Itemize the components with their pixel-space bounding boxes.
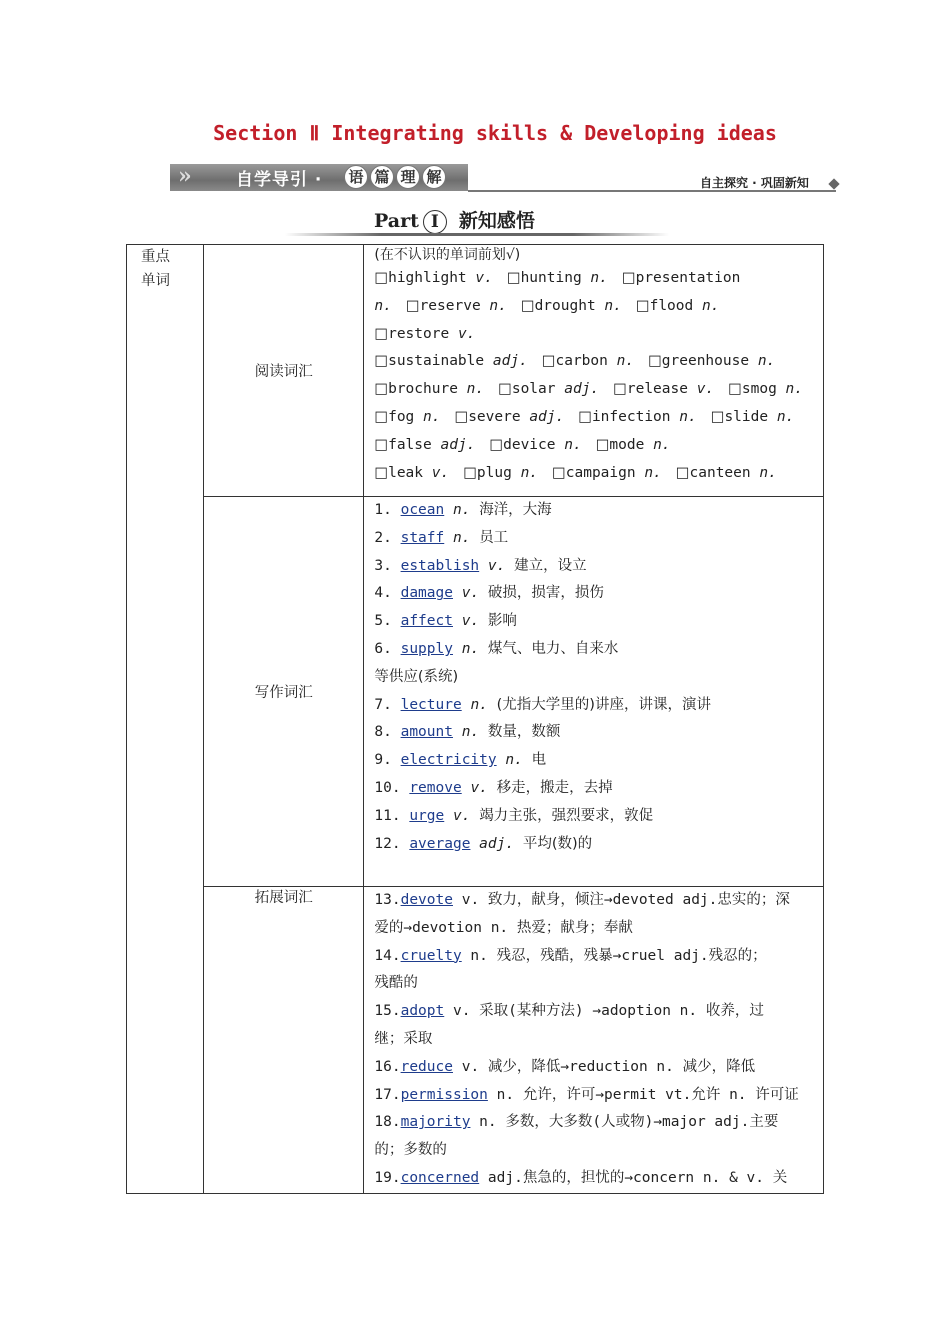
reading-word — [622, 270, 740, 286]
part-underline — [285, 233, 669, 236]
word-text: false — [388, 436, 432, 453]
category-label: 重点单词 — [141, 249, 170, 289]
checkbox-icon[interactable]: □ — [374, 270, 389, 286]
reading-line — [374, 321, 817, 349]
reading-label: 阅读词汇 — [254, 364, 313, 380]
part-of-speech: n. — [461, 724, 480, 741]
part-of-speech: adj. — [440, 436, 476, 453]
extension-line — [374, 1165, 817, 1193]
banner-label: 自学导引 · — [236, 170, 323, 190]
item-number: 17. — [374, 1086, 401, 1103]
word-text: plug — [476, 464, 512, 481]
checkbox-icon[interactable]: □ — [454, 408, 469, 425]
answer-word: urge — [409, 807, 445, 824]
writing-label: 写作词汇 — [254, 685, 313, 701]
reading-word — [578, 409, 696, 425]
answer-word: amount — [400, 724, 453, 741]
item-number: 12. — [374, 835, 401, 852]
chinese-meaning: 影响 — [487, 613, 517, 630]
checkbox-icon[interactable]: □ — [710, 408, 725, 425]
checkbox-icon[interactable]: □ — [621, 270, 636, 286]
reading-label-cell — [204, 245, 364, 497]
chinese-meaning: 电 — [531, 752, 547, 769]
part-of-speech: v. — [452, 807, 471, 824]
part-of-speech: v. — [696, 381, 715, 398]
part-of-speech: n. — [452, 529, 471, 546]
reading-word — [711, 409, 795, 425]
extension-text: 的；多数的 — [374, 1142, 447, 1159]
reading-word — [374, 409, 440, 425]
writing-words-cell — [364, 497, 824, 887]
item-number: 7. — [374, 696, 392, 713]
extension-label: 拓展词汇 — [254, 890, 313, 906]
word-text: hunting — [520, 270, 582, 286]
reading-instruction: (在不认识的单词前划√) — [374, 247, 521, 263]
part-of-speech: v. — [475, 270, 493, 286]
word-text: severe — [468, 408, 521, 425]
item-number: 9. — [374, 752, 392, 769]
reading-word — [374, 270, 492, 286]
part-of-speech: n. — [505, 752, 523, 769]
extension-text: n. 多数，大多数(人或物)→major adj.主要 — [470, 1114, 779, 1131]
word-text: smog — [741, 381, 777, 398]
part-of-speech: n. — [785, 381, 803, 398]
item-number: 14. — [374, 947, 401, 964]
part-of-speech: n. — [590, 270, 608, 286]
word-text: presentation — [635, 270, 741, 286]
part-of-speech: n. — [701, 297, 720, 314]
item-number: 4. — [374, 585, 392, 602]
checkbox-icon[interactable]: □ — [374, 408, 389, 425]
part-title: 新知感悟 — [458, 210, 535, 232]
checkbox-icon[interactable]: □ — [552, 464, 566, 481]
item-number: 8. — [374, 724, 392, 741]
reading-word — [498, 381, 599, 397]
word-text: infection — [591, 408, 671, 425]
reading-word — [648, 353, 775, 369]
writing-line — [374, 553, 817, 581]
part-of-speech: adj. — [479, 835, 515, 852]
checkbox-icon[interactable]: □ — [463, 464, 477, 481]
checkbox-icon[interactable]: □ — [648, 353, 662, 370]
extension-line — [374, 998, 817, 1026]
extension-line — [374, 1109, 817, 1137]
extension-text: v. 减少，降低→reduction n. 减少，降低 — [452, 1058, 756, 1075]
checkbox-icon[interactable]: □ — [489, 436, 504, 453]
answer-word: electricity — [400, 752, 497, 769]
section-title: Section Ⅱ Integrating skills & Developing ideas — [213, 121, 777, 145]
word-text: device — [503, 436, 556, 453]
reading-word — [374, 465, 449, 481]
part-of-speech: n. — [616, 353, 635, 370]
extension-text: 继；采取 — [374, 1030, 433, 1047]
answer-word: average — [409, 835, 471, 852]
checkbox-icon[interactable]: □ — [595, 436, 610, 453]
checkbox-icon[interactable]: □ — [498, 381, 512, 398]
answer-word: remove — [409, 779, 462, 796]
part-prefix: Part — [374, 210, 419, 232]
extension-line — [374, 887, 817, 915]
answer-word: damage — [400, 585, 453, 602]
answer-word: permission — [400, 1086, 488, 1103]
word-text: leak — [388, 464, 424, 481]
answer-word: concerned — [400, 1169, 480, 1186]
item-number: 2. — [374, 529, 392, 546]
part-of-speech: v. — [461, 585, 480, 602]
writing-line — [374, 525, 817, 553]
word-text: sustainable — [388, 353, 485, 370]
part-of-speech: n. — [653, 436, 671, 453]
word-text: flood — [649, 297, 694, 314]
extension-words-cell — [364, 887, 824, 1194]
writing-line — [374, 747, 817, 775]
reading-line — [374, 376, 817, 404]
writing-line — [374, 664, 817, 692]
item-number: 16. — [374, 1058, 401, 1075]
item-number: 6. — [374, 640, 392, 657]
reading-word — [613, 381, 714, 397]
reading-word — [374, 381, 484, 397]
item-number: 13. — [374, 892, 401, 908]
part-of-speech: adj. — [529, 408, 565, 425]
writing-word-list — [374, 497, 817, 858]
reading-word — [542, 353, 634, 369]
part-of-speech: n. — [489, 297, 507, 314]
extension-text: 残酷的 — [374, 975, 418, 992]
part-of-speech: adj. — [492, 353, 528, 370]
chinese-meaning: (尤指大学里的)讲座，讲课，演讲 — [496, 696, 711, 713]
checkbox-icon[interactable]: □ — [520, 297, 535, 314]
part-of-speech: n. — [564, 436, 582, 453]
word-text: canteen — [689, 464, 751, 481]
answer-word: establish — [400, 557, 480, 574]
part-of-speech: n. — [604, 297, 622, 314]
checkbox-icon[interactable]: □ — [374, 325, 389, 342]
part-of-speech: v. — [487, 557, 506, 574]
word-text: reserve — [419, 297, 481, 314]
writing-line — [374, 636, 817, 664]
reading-word — [489, 437, 581, 453]
checkbox-icon[interactable]: □ — [635, 297, 650, 314]
answer-word: adopt — [400, 1003, 445, 1020]
reading-word — [463, 465, 538, 481]
extension-line — [374, 1082, 817, 1110]
reading-word — [374, 326, 475, 342]
word-text: drought — [534, 297, 596, 314]
banner-char: 解 — [422, 165, 446, 189]
banner-char: 语 — [344, 165, 368, 189]
reading-line — [374, 460, 817, 488]
reading-words-cell — [364, 245, 824, 497]
part-of-speech: n. — [374, 297, 392, 314]
reading-line — [374, 293, 817, 321]
writing-line — [374, 775, 817, 803]
part-of-speech: n. — [679, 408, 697, 425]
reading-word — [374, 437, 475, 453]
writing-line — [374, 803, 817, 831]
word-text: brochure — [388, 381, 458, 398]
answer-word: devote — [400, 892, 453, 908]
checkbox-icon[interactable]: □ — [613, 381, 627, 398]
part-of-speech: n. — [470, 696, 488, 713]
item-number: 3. — [374, 557, 392, 574]
category-cell — [127, 245, 204, 1194]
word-text: highlight — [388, 270, 467, 286]
part-of-speech: v. — [470, 779, 488, 796]
reading-word — [596, 437, 671, 453]
extension-text: adj.焦急的，担忧的→concern n. & v. 关 — [479, 1169, 788, 1186]
chinese-meaning: 移走，搬走，去掉 — [496, 779, 613, 796]
banner-char: 理 — [396, 165, 420, 189]
answer-word: affect — [400, 613, 453, 630]
part-of-speech: n. — [520, 464, 539, 481]
part-of-speech: n. — [461, 640, 480, 657]
checkbox-icon[interactable]: □ — [374, 353, 389, 370]
banner-char: 篇 — [370, 165, 394, 189]
checkbox-icon[interactable]: □ — [405, 297, 420, 314]
chinese-meaning: 等供应(系统) — [374, 668, 459, 685]
part-numeral: I — [423, 210, 447, 234]
answer-word: lecture — [400, 696, 462, 713]
part-of-speech: n. — [776, 408, 795, 425]
checkbox-icon[interactable]: □ — [675, 464, 690, 481]
reading-word — [374, 298, 391, 314]
word-text: campaign — [565, 464, 636, 481]
word-text: mode — [609, 436, 645, 453]
chinese-meaning: 建立，设立 — [514, 557, 587, 574]
extension-line — [374, 970, 817, 998]
writing-label-cell — [204, 497, 364, 887]
banner-chars — [344, 165, 446, 189]
checkbox-icon[interactable]: □ — [374, 464, 389, 481]
double-chevron-icon: » — [178, 163, 192, 189]
extension-line — [374, 943, 817, 971]
extension-label-cell — [204, 887, 364, 1194]
reading-word-list — [374, 265, 817, 487]
word-text: fog — [388, 408, 415, 425]
chinese-meaning: 海洋，大海 — [479, 502, 552, 518]
part-of-speech: v. — [457, 325, 476, 342]
word-text: release — [626, 381, 688, 398]
chinese-meaning: 数量，数额 — [487, 724, 561, 741]
chinese-meaning: 煤气、电力、自来水 — [487, 640, 619, 657]
banner-right-text: 自主探究 · 巩固新知 — [700, 176, 809, 190]
extension-line — [374, 1054, 817, 1082]
reading-line — [374, 348, 817, 376]
extension-text: n. 残忍，残酷，残暴→cruel adj.残忍的； — [461, 947, 767, 964]
part-of-speech: v. — [431, 464, 450, 481]
item-number: 10. — [374, 779, 401, 796]
answer-word: majority — [400, 1114, 471, 1131]
writing-line — [374, 580, 817, 608]
extension-text: 爱的→devotion n. 热爱；献身；奉献 — [374, 919, 633, 936]
writing-line — [374, 608, 817, 636]
word-text: greenhouse — [661, 353, 750, 370]
reading-word — [455, 409, 565, 425]
reading-line — [374, 265, 817, 293]
part-of-speech: n. — [452, 502, 471, 518]
answer-word: supply — [400, 640, 453, 657]
diamond-icon — [828, 178, 839, 189]
part-of-speech: n. — [644, 464, 662, 481]
reading-word — [507, 270, 608, 286]
chinese-meaning: 员工 — [479, 529, 509, 546]
answer-word: reduce — [400, 1058, 453, 1075]
chinese-meaning: 竭力主张，强烈要求，敦促 — [479, 807, 654, 824]
reading-word — [676, 465, 777, 481]
word-text: slide — [724, 408, 769, 425]
item-number: 18. — [374, 1114, 401, 1131]
reading-word — [521, 298, 622, 314]
writing-line — [374, 497, 817, 525]
extension-word-list — [374, 887, 817, 1193]
checkbox-icon[interactable]: □ — [578, 408, 592, 425]
reading-word — [636, 298, 720, 314]
reading-line — [374, 404, 817, 432]
vocabulary-table — [126, 244, 824, 1194]
chinese-meaning: 破损，损害，损伤 — [487, 585, 604, 602]
writing-line — [374, 831, 817, 859]
item-number: 5. — [374, 613, 392, 630]
part-of-speech: n. — [759, 464, 777, 481]
word-text: carbon — [555, 353, 608, 370]
part-of-speech: n. — [466, 381, 485, 398]
checkbox-icon[interactable]: □ — [506, 270, 521, 286]
extension-line — [374, 1026, 817, 1054]
writing-line — [374, 719, 817, 747]
item-number: 11. — [374, 807, 401, 824]
checkbox-icon[interactable]: □ — [541, 353, 556, 370]
part-of-speech: v. — [461, 613, 480, 630]
checkbox-icon[interactable]: □ — [374, 381, 389, 398]
reading-word — [728, 381, 803, 397]
section-banner — [170, 161, 468, 194]
extension-line — [374, 915, 817, 943]
chinese-meaning: 平均(数)的 — [522, 835, 593, 852]
item-number: 1. — [374, 502, 392, 518]
word-text: restore — [388, 325, 450, 342]
part-of-speech: n. — [423, 408, 441, 425]
word-text: solar — [511, 381, 556, 398]
reading-word — [406, 298, 507, 314]
part-of-speech: n. — [757, 353, 776, 370]
part-of-speech: adj. — [564, 381, 600, 398]
checkbox-icon[interactable]: □ — [374, 436, 389, 453]
reading-line — [374, 432, 817, 460]
extension-line — [374, 1137, 817, 1165]
item-number: 15. — [374, 1003, 401, 1020]
answer-word: ocean — [400, 502, 445, 518]
item-number: 19. — [374, 1169, 401, 1186]
answer-word: staff — [400, 529, 445, 546]
extension-text: v. 致力，献身，倾注→devoted adj.忠实的；深 — [452, 892, 790, 908]
part-heading — [374, 206, 535, 234]
writing-line — [374, 692, 817, 720]
reading-word — [374, 353, 527, 369]
checkbox-icon[interactable]: □ — [728, 381, 742, 398]
reading-word — [552, 465, 662, 481]
extension-text: n. 允许，许可→permit vt.允许 n. 许可证 — [487, 1086, 799, 1103]
answer-word: cruelty — [400, 947, 462, 964]
extension-text: v. 采取(某种方法) →adoption n. 收养，过 — [444, 1003, 764, 1020]
